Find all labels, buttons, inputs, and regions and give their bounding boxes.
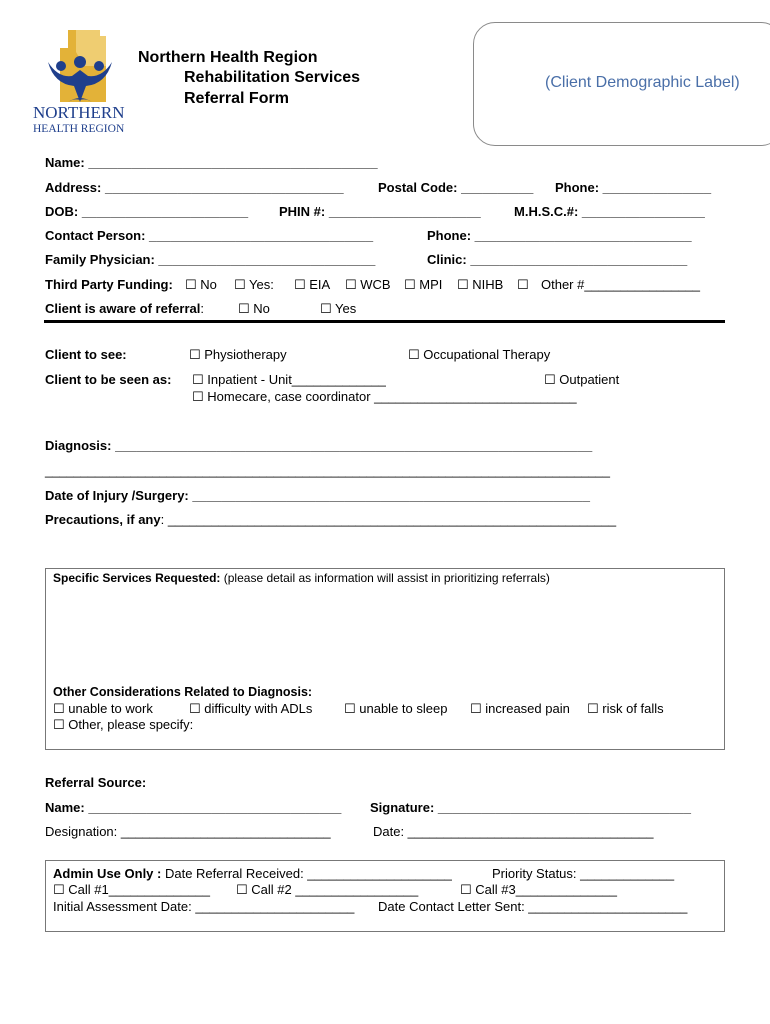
initial-assessment-field[interactable]: Initial Assessment Date: ______________________ bbox=[53, 899, 355, 914]
physiotherapy-checkbox[interactable]: ☐ Physiotherapy bbox=[189, 347, 287, 362]
contact-letter-field[interactable]: Date Contact Letter Sent: ______________________ bbox=[378, 899, 688, 914]
address-field[interactable]: Address: _________________________________ bbox=[45, 180, 344, 195]
referral-source-heading: Referral Source: bbox=[45, 775, 147, 790]
funding-other-field[interactable]: Other #________________ bbox=[541, 277, 701, 292]
unable-to-sleep-checkbox[interactable]: ☐ unable to sleep bbox=[344, 701, 448, 716]
other-considerations-heading: Other Considerations Related to Diagnosis: bbox=[53, 685, 313, 699]
client-aware-label: Client is aware of referral: bbox=[45, 301, 204, 316]
client-label-placeholder: (Client Demographic Label) bbox=[545, 74, 740, 91]
unable-to-work-checkbox[interactable]: ☐ unable to work bbox=[53, 701, 153, 716]
funding-mpi-checkbox[interactable]: ☐ MPI bbox=[404, 277, 443, 292]
referral-date-field[interactable]: Date: __________________________________ bbox=[373, 824, 654, 839]
inpatient-checkbox[interactable]: ☐ Inpatient - Unit_____________ bbox=[192, 372, 386, 387]
increased-pain-checkbox[interactable]: ☐ increased pain bbox=[470, 701, 570, 716]
funding-wcb-checkbox[interactable]: ☐ WCB bbox=[345, 277, 391, 292]
designation-field[interactable]: Designation: _____________________________ bbox=[45, 824, 331, 839]
injury-date-field[interactable]: Date of Injury /Surgery: _______________________________________________________ bbox=[45, 488, 591, 503]
homecare-checkbox[interactable]: ☐ Homecare, case coordinator ____________________________ bbox=[192, 389, 577, 404]
phin-field[interactable]: PHIN #: _____________________ bbox=[279, 204, 481, 219]
admin-heading-row: Admin Use Only : Date Referral Received: ____________________ bbox=[53, 866, 452, 881]
client-to-see-label: Client to see: bbox=[45, 347, 127, 362]
occupational-therapy-checkbox[interactable]: ☐ Occupational Therapy bbox=[408, 347, 551, 362]
aware-yes-checkbox[interactable]: ☐ Yes bbox=[320, 301, 357, 316]
logo-text-northern: NORTHERN bbox=[33, 103, 125, 122]
phone-field[interactable]: Phone: _______________ bbox=[555, 180, 712, 195]
funding-other-checkbox[interactable]: ☐ bbox=[517, 277, 529, 292]
call1-checkbox[interactable]: ☐ Call #1______________ bbox=[53, 882, 210, 897]
risk-of-falls-checkbox[interactable]: ☐ risk of falls bbox=[587, 701, 664, 716]
difficulty-adls-checkbox[interactable]: ☐ difficulty with ADLs bbox=[189, 701, 313, 716]
other-specify-checkbox[interactable]: ☐ Other, please specify: bbox=[53, 717, 194, 732]
family-physician-field[interactable]: Family Physician: ______________________________ bbox=[45, 252, 376, 267]
outpatient-checkbox[interactable]: ☐ Outpatient bbox=[544, 372, 620, 387]
client-seen-as-label: Client to be seen as: bbox=[45, 372, 172, 387]
diagnosis-continuation-line[interactable]: _______________________________________________________________________________ bbox=[45, 463, 610, 478]
service-title: Rehabilitation Services bbox=[184, 69, 361, 86]
call3-checkbox[interactable]: ☐ Call #3______________ bbox=[460, 882, 617, 897]
signature-field[interactable]: Signature: ___________________________________ bbox=[370, 800, 691, 815]
contact-phone-field[interactable]: Phone: ______________________________ bbox=[427, 228, 692, 243]
clinic-field[interactable]: Clinic: ______________________________ bbox=[427, 252, 688, 267]
aware-no-checkbox[interactable]: ☐ No bbox=[238, 301, 270, 316]
form-title: Referral Form bbox=[184, 90, 289, 107]
client-name-field[interactable]: Name: ________________________________________ bbox=[45, 155, 378, 170]
funding-eia-checkbox[interactable]: ☐ EIA bbox=[294, 277, 331, 292]
section-divider bbox=[44, 320, 725, 323]
funding-nihb-checkbox[interactable]: ☐ NIHB bbox=[457, 277, 504, 292]
dob-field[interactable]: DOB: _______________________ bbox=[45, 204, 249, 219]
referrer-name-field[interactable]: Name: ___________________________________ bbox=[45, 800, 342, 815]
logo-text-health-region: HEALTH REGION bbox=[33, 123, 125, 135]
precautions-field[interactable]: Precautions, if any: ______________________________________________________________ bbox=[45, 512, 617, 527]
funding-no-checkbox[interactable]: ☐ No bbox=[185, 277, 217, 292]
diagnosis-field[interactable]: Diagnosis: __________________________________________________________________ bbox=[45, 438, 593, 453]
specific-services-heading: Specific Services Requested: (please detail as information will assist in prioritizing referrals) bbox=[53, 571, 550, 585]
third-party-funding-label: Third Party Funding: bbox=[45, 277, 173, 292]
postal-code-field[interactable]: Postal Code: __________ bbox=[378, 180, 534, 195]
priority-status-field[interactable]: Priority Status: _____________ bbox=[492, 866, 675, 881]
funding-yes-checkbox[interactable]: ☐ Yes: bbox=[234, 277, 274, 292]
call2-checkbox[interactable]: ☐ Call #2 _________________ bbox=[236, 882, 419, 897]
org-title: Northern Health Region bbox=[138, 49, 318, 66]
mhsc-field[interactable]: M.H.S.C.#: _________________ bbox=[514, 204, 705, 219]
contact-person-field[interactable]: Contact Person: _______________________________ bbox=[45, 228, 374, 243]
